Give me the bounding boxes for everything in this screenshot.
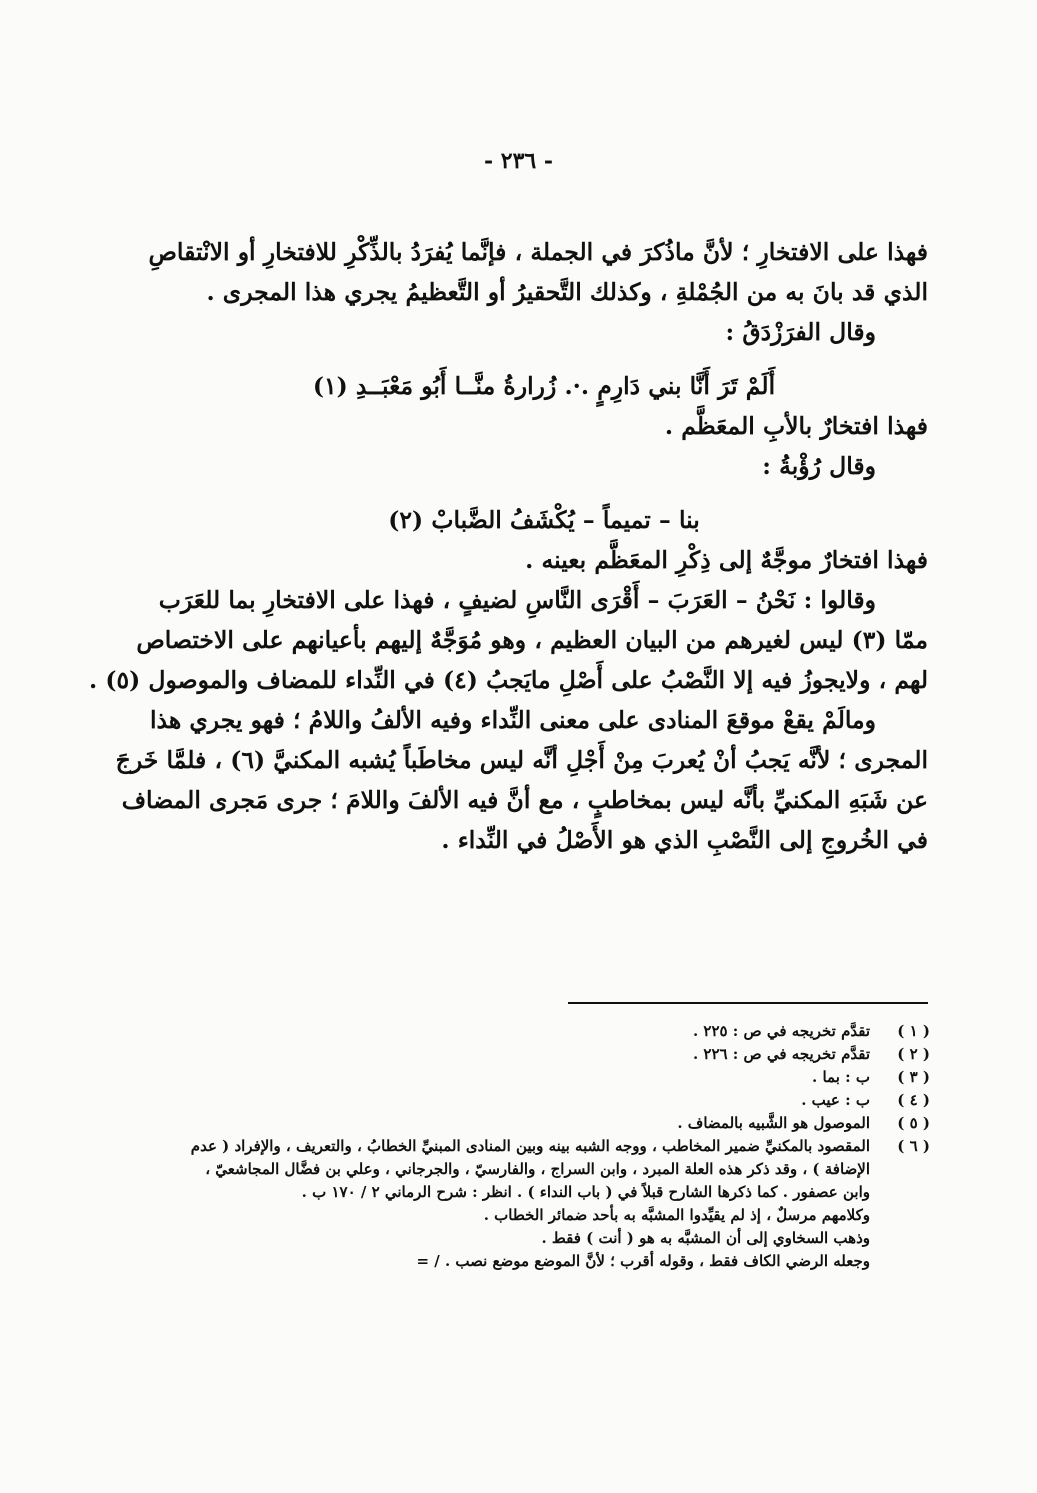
text-line: عن شَبَهِ المكنيِّ بأنَّه ليس بمخاطبٍ ، مع أنَّ فيه الألفَ واللامَ ؛ جرى مَجرى المضاف	[121, 786, 928, 814]
footnote-text: ب : عيب .	[801, 1091, 870, 1109]
footnote-text: وجعله الرضي الكاف فقط ، وقوله أقرب ؛ لأنَّ الموضع موضع نصب . / =	[416, 1252, 870, 1270]
footnote-number: ( ٢ )	[897, 1045, 930, 1063]
text-line: ممّا (٣) ليس لغيرهم من البيان العظيم ، وهو مُوَجَّهٌ إليهم بأعيانهم على الاختصاص	[136, 626, 928, 654]
footnote	[160, 1135, 930, 1273]
footnote	[160, 1043, 930, 1066]
poetry-verse: بنا – تميماً – يُكْشَفُ الضَّبابْ (٢)	[388, 506, 700, 534]
footnote-number: ( ٤ )	[897, 1091, 930, 1109]
footnote-text: ب : بما .	[812, 1068, 870, 1086]
footnote-text: وكلامهم مرسلٌ ، إذ لم يقيِّدوا المشبَّه به بأحد ضمائر الخطاب .	[483, 1206, 870, 1224]
text-line: الذي قد بانَ به من الجُمْلةِ ، وكذلك التَّحقيرُ أو التَّعظيمُ يجري هذا المجرى .	[206, 278, 928, 306]
footnote-text: الإضافة ) ، وقد ذكر هذه العلة المبرد ، وابن السراج ، والفارسيّ ، والجرجاني ، وعلي بن فضَّال المجاشعيّ ،	[205, 1160, 870, 1178]
text-line: ومالَمْ يقعْ موقعَ المنادى على معنى النِّداء وفيه الألفُ واللامُ ؛ فهو يجري هذا	[149, 706, 876, 734]
text-line: وقال الفرَزْدَقُ :	[725, 318, 876, 346]
text-line: المجرى ؛ لأنَّه يَجبُ أنْ يُعربَ مِنْ أَجْلِ أنَّه ليس مخاطَباً يُشبه المكنيَّ (٦) ، فلمَّا خَرجَ	[115, 746, 928, 774]
page-number: - ٢٣٦ -	[483, 148, 554, 174]
footnotes	[160, 1020, 930, 1273]
text-line: لهم ، ولايجوزُ فيه إلا النَّصْبُ على أَصْلِ مايَجبُ (٤) في النِّداء للمضاف والموصول (٥) .	[89, 666, 928, 694]
text-line: وقالوا : نَحْنُ – العَرَبَ – أَقْرَى النَّاسِ لضيفٍ ، فهذا على الافتخارِ بما للعَرَب	[158, 586, 876, 614]
footnote-text: تقدَّم تخريجه في ص : ٢٢٦ .	[692, 1045, 870, 1063]
footnote	[160, 1089, 930, 1112]
text-line: وقال رُؤْبةُ :	[762, 452, 876, 480]
text-line: في الخُروجِ إلى النَّصْبِ الذي هو الأَصْلُ في النِّداء .	[441, 826, 928, 854]
body-text	[89, 232, 928, 860]
footnote-text: وذهب السخاوي إلى أن المشبَّه به هو ( أنت ) فقط .	[541, 1229, 870, 1247]
footnote	[160, 1112, 930, 1135]
footnote-text: تقدَّم تخريجه في ص : ٢٢٥ .	[692, 1022, 870, 1040]
text-line: فهذا افتخارٌ موجَّهٌ إلى ذِكْرِ المعَظَّم بعينه .	[525, 546, 928, 574]
footnote-text: الموصول هو الشَّبيه بالمضاف .	[677, 1114, 870, 1132]
footnote-divider	[568, 1002, 928, 1004]
footnote-number: ( ٣ )	[897, 1068, 930, 1086]
poetry-verse: أَلَمْ تَرَ أَنَّا بني دَارِمٍ .·. زُرارةُ منَّــا أَبُو مَعْبَــدِ (١)	[312, 372, 776, 400]
footnote-text: المقصود بالمكنيِّ ضمير المخاطب ، ووجه الشبه بينه وبين المنادى المبنيِّ الخطابُ ، والتعريف ، والإفراد ( عدم	[190, 1137, 870, 1155]
footnote-text: وابن عصفور . كما ذكرها الشارح قبلاً في ( باب النداء ) . انظر : شرح الرماني ٢ / ١٧٠ ب .	[301, 1183, 870, 1201]
footnote-number: ( ٥ )	[897, 1114, 930, 1132]
footnote-number: ( ١ )	[897, 1022, 930, 1040]
footnote-number: ( ٦ )	[897, 1137, 930, 1155]
text-line: فهذا افتخارٌ بالأبِ المعَظَّم .	[664, 412, 928, 440]
footnote	[160, 1066, 930, 1089]
text-line: فهذا على الافتخارِ ؛ لأنَّ ماذُكرَ في الجملة ، فإنَّما يُفرَدُ بالذِّكْرِ للافتخارِ أو الانْتقاصِ	[148, 238, 928, 266]
footnote	[160, 1020, 930, 1043]
